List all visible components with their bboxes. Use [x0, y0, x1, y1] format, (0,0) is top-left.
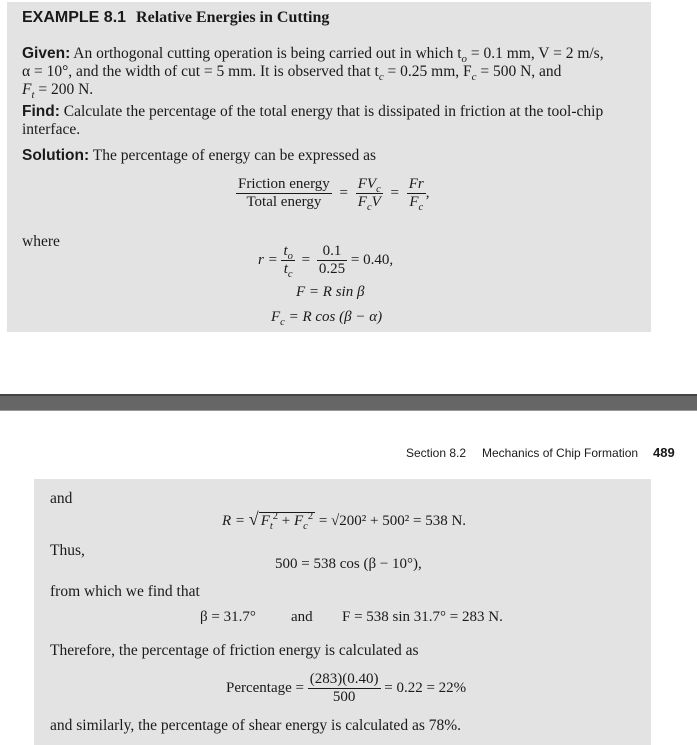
- eq5-lhs: R =: [222, 513, 246, 529]
- final-text: and similarly, the percentage of shear energy is calculated as 78%.: [50, 717, 462, 734]
- therefore-text: Therefore, the percentage of friction energy is calculated as: [50, 642, 419, 659]
- eq2-r: r =: [258, 251, 278, 268]
- equation-chip-ratio: r = $\frac{t_o}{t_c}$ = $\frac{0.1}{0.25}$ = 0.40,: [258, 243, 394, 280]
- running-header-chapter: Mechanics of Chip Formation: [482, 446, 639, 460]
- find-text-2: interface.: [22, 121, 81, 138]
- solution-text: The percentage of energy can be expressed as: [92, 147, 377, 164]
- given-line-2: α = 10°, and the width of cut = 5 mm. It is observed that $t_c = 0.25$ mm, $F_c = 500$ N, and: [22, 63, 562, 84]
- from-text: from which we find that: [50, 583, 200, 600]
- find-line-1: [22, 102, 603, 121]
- fraction-fr-fc: $\frac{Fr}{F_c}$: [408, 176, 424, 213]
- eq2-num: t: [283, 243, 288, 259]
- eq1-num3: Fr: [408, 176, 424, 192]
- equation-cutting-force: $F_c = R$ cos (β − α): [271, 309, 383, 328]
- example-heading: [22, 9, 329, 27]
- solution-label: Solution:: [22, 147, 90, 164]
- given-line-1: Given: An orthogonal cutting operation is being carried out in which $t_o = 0.1$ mm, V = 2 m/s,: [22, 45, 604, 66]
- running-header-section: Section 8.2: [406, 446, 467, 460]
- eq4-f: F: [271, 309, 281, 325]
- eq2-result: = 0.40,: [350, 251, 394, 268]
- pct-label: Percentage =: [226, 679, 305, 696]
- pct-denominator: 500: [308, 688, 381, 706]
- eq4-rest: = R cos (β − α): [284, 309, 383, 325]
- eq2-den: t: [283, 261, 288, 277]
- eq5-rhs: = √200² + 500² = 538 N.: [318, 513, 467, 529]
- find-label: Find:: [22, 103, 60, 120]
- solution-line: [22, 146, 376, 165]
- equation-beta: 500 = 538 cos (β − 10°),: [275, 556, 422, 572]
- eq1-numerator: Friction energy: [238, 176, 330, 192]
- equation-resultant: R = √ $F_t^2 + F_c^2 = √200^2 + 500^2 = 538$ N.: [222, 509, 467, 532]
- page-divider: [0, 394, 697, 411]
- fraction-fvc-fcv: $\frac{FV_c}{F_cV}$: [357, 176, 381, 213]
- and-label: and: [50, 490, 73, 507]
- eq2-den2: 0.25: [318, 261, 346, 277]
- given-text-1b: = 0.1 mm, V = 2 m/s,: [466, 45, 604, 62]
- given-text-2c: = 500 N, and: [476, 63, 562, 80]
- equation-friction-value: F = 538 sin 31.7° = 283 N.: [342, 609, 503, 625]
- given-text-1: An orthogonal cutting operation is being carried out in which t: [73, 45, 462, 62]
- given-label: Given:: [22, 45, 71, 62]
- given-text-2b: = 0.25 mm, F: [383, 63, 472, 80]
- given-text-3: F: [22, 81, 32, 98]
- page-number: 489: [653, 445, 675, 460]
- example-title: Relative Energies in Cutting: [136, 9, 330, 26]
- eq1-denominator: Total energy: [236, 193, 332, 211]
- fraction-percentage: [308, 671, 381, 706]
- find-text-1: Calculate the percentage of the total energy that is dissipated in friction at the tool-chip: [63, 103, 604, 120]
- fraction-to-tc: $\frac{t_o}{t_c}$: [283, 243, 293, 280]
- given-text-2: α = 10°, and the width of cut = 5 mm. It is observed that t: [22, 63, 379, 80]
- equation-percentage: [226, 671, 466, 706]
- given-line-3: $F_t = 200$ N.: [22, 81, 94, 102]
- thus-label: Thus,: [50, 542, 85, 559]
- eq2-num2: 0.1: [322, 243, 342, 259]
- eq1-den2: F: [357, 194, 367, 210]
- given-text-3b: = 200 N.: [34, 81, 94, 98]
- eq1-den3: F: [409, 194, 419, 210]
- equation-beta-value: β = 31.7°: [200, 609, 256, 625]
- equation-energy-ratio: $\frac{\text{Friction energy}}{\text{Total energy}}$ = $\frac{FV_c}{F_cV}$ = $\frac{Fr}{F_c}$ ,: [238, 176, 430, 213]
- fraction-friction-total: [236, 176, 332, 211]
- eq1-num2: FV: [357, 176, 377, 192]
- pct-result: = 0.22 = 22%: [384, 679, 467, 696]
- pct-numerator: (283)(0.40): [309, 671, 379, 687]
- find-line-2: [22, 120, 80, 139]
- where-label: where: [22, 233, 60, 250]
- example-label: EXAMPLE 8.1: [22, 9, 127, 26]
- equation-friction-force: F = R sin β: [296, 284, 365, 300]
- fraction-values: [317, 243, 347, 278]
- equation-and: and: [291, 609, 313, 625]
